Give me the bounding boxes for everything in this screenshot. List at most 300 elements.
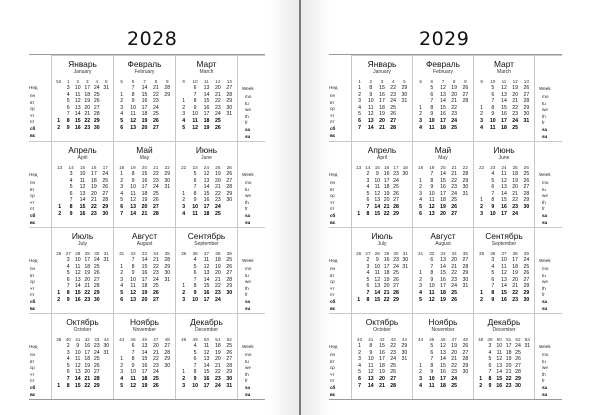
week-column [179, 343, 188, 389]
day-cell: 17 [440, 190, 446, 197]
day-cell: 3 [69, 171, 73, 177]
weekday-name-en: we [245, 193, 251, 199]
month-name-ru: Апрель [367, 145, 397, 155]
weekday-name-en: sa [245, 298, 251, 304]
day-cell: 11 [192, 117, 198, 124]
week-number-label: Нед [29, 85, 38, 90]
day-cell: 23 [512, 296, 519, 303]
week-column [366, 85, 375, 131]
week-column [64, 257, 73, 303]
day-cell [400, 376, 409, 383]
day-cell: 3 [120, 104, 124, 111]
day-cell: 20 [214, 177, 221, 184]
day-cell: 5 [366, 276, 370, 283]
day-cell: 20 [84, 369, 91, 376]
weekday-name: пт [330, 119, 335, 125]
day-cell: 14 [203, 184, 210, 191]
month-name-en: February [432, 69, 453, 75]
day-cell: 22 [451, 177, 458, 184]
week-column [78, 171, 87, 217]
day-cell: 11 [368, 362, 374, 369]
week-column [129, 171, 138, 217]
day-cell [179, 264, 188, 271]
day-cell [354, 204, 363, 211]
day-cell: 16 [141, 177, 148, 184]
week-number: 15 [374, 165, 380, 170]
day-cell: 12 [192, 124, 198, 131]
weekday-name: вс [330, 219, 336, 225]
week-column [202, 257, 211, 303]
weekday-name: пт [30, 206, 35, 212]
weekday-name: вс [330, 305, 336, 311]
week-number: 10 [192, 79, 198, 84]
day-cell [179, 363, 188, 370]
week-number: 24 [501, 165, 507, 170]
month-name-en: February [134, 69, 155, 75]
week-column [391, 171, 400, 217]
day-cell: 8 [69, 203, 73, 210]
day-cell: 6 [66, 276, 70, 283]
weekday-names-ru [30, 180, 35, 226]
day-cell: 17 [141, 184, 148, 191]
day-cell: 20 [451, 257, 458, 263]
day-cell [163, 211, 172, 218]
day-cell: 27 [152, 124, 159, 131]
day-cell: 18 [203, 210, 210, 217]
week-column [401, 171, 410, 217]
day-cell: 11 [75, 91, 81, 98]
day-cell: 26 [226, 349, 233, 356]
week-column [373, 257, 382, 303]
day-cell: 19 [84, 362, 91, 369]
week-number: 48 [478, 337, 484, 342]
day-cell: 21 [451, 171, 458, 177]
day-cell: 4 [120, 375, 124, 382]
day-cell: 17 [203, 382, 210, 389]
day-cell: 8 [491, 104, 495, 111]
day-cell [225, 211, 234, 218]
day-cell [416, 85, 425, 92]
week-number: 51 [215, 337, 221, 342]
day-cell: 30 [164, 362, 171, 369]
month-block [412, 313, 473, 399]
day-cell: 26 [523, 85, 530, 91]
day-cell: 30 [93, 296, 100, 303]
day-cell: 8 [491, 289, 495, 296]
week-number: 7 [441, 79, 445, 84]
weekday-name-en: th [542, 199, 546, 205]
day-cell: 3 [66, 349, 70, 356]
month-name-ru: Март [493, 59, 515, 69]
day-cell [117, 343, 126, 350]
day-cell: 5 [419, 296, 423, 303]
day-cell: 18 [84, 263, 91, 270]
day-cell: 10 [74, 257, 81, 263]
week-column [163, 257, 172, 303]
day-cell: 10 [367, 98, 374, 105]
week-number: 19 [130, 165, 136, 170]
day-cell: 15 [141, 171, 148, 177]
day-cell [354, 191, 363, 198]
day-cell: 7 [131, 85, 135, 91]
day-cell: 7 [193, 362, 197, 369]
english-weekday-column [237, 141, 265, 227]
day-cell: 20 [379, 375, 385, 382]
day-cell: 25 [451, 197, 458, 204]
day-cell: 25 [214, 210, 221, 217]
weekday-label-column [329, 227, 351, 313]
day-cell: 4 [193, 343, 197, 349]
day-cell: 27 [164, 343, 171, 349]
week-column [400, 343, 409, 389]
day-cell: 24 [451, 117, 458, 124]
week-number: 48 [462, 337, 468, 342]
day-cell: 20 [152, 343, 159, 349]
week-numbers-row [474, 161, 534, 170]
day-cell: 27 [462, 349, 469, 356]
day-cell: 13 [501, 184, 507, 191]
day-cell: 15 [74, 289, 81, 296]
day-cell: 9 [488, 382, 492, 389]
day-cell: 10 [192, 111, 198, 118]
week-number: 44 [119, 337, 125, 342]
week-number: 7 [143, 79, 146, 84]
day-cell [461, 297, 470, 304]
day-cell [179, 85, 188, 92]
month-block [175, 55, 237, 141]
english-weekday-column [534, 55, 562, 141]
day-cell: 23 [451, 111, 458, 118]
weekday-name-en: fr [245, 292, 248, 298]
week-column [363, 171, 372, 217]
day-cell [461, 204, 470, 211]
week-column [102, 257, 111, 303]
day-cell: 16 [203, 197, 210, 204]
day-cell: 12 [501, 270, 507, 277]
weekday-name-en: su [542, 133, 548, 139]
day-cell: 11 [429, 197, 435, 204]
day-cell: 9 [193, 197, 197, 204]
weekday-name-en: su [245, 391, 251, 397]
week-number: 31 [418, 251, 424, 256]
weekday-name: ср [30, 193, 35, 199]
day-cell: 24 [393, 177, 399, 184]
day-cell: 8 [131, 171, 135, 177]
day-cell: 23 [90, 210, 97, 217]
week-number: 41 [75, 337, 81, 342]
day-cell: 9 [369, 349, 373, 356]
day-cell: 24 [523, 257, 530, 263]
day-cell: 29 [164, 171, 171, 177]
day-cell: 7 [430, 171, 434, 177]
days-grid [413, 170, 473, 217]
month-name-en: May [438, 155, 448, 161]
month-block [473, 313, 534, 399]
week-label: Week [242, 172, 254, 177]
weekday-name: сб [330, 212, 336, 218]
day-cell: 26 [523, 177, 530, 184]
day-cell: 2 [182, 375, 186, 382]
day-cell: 22 [152, 356, 159, 363]
day-cell: 18 [440, 289, 446, 296]
day-cell [416, 98, 425, 105]
day-cell [476, 363, 485, 370]
week-column [488, 85, 497, 131]
day-cell: 12 [440, 85, 446, 91]
weekday-names-en [245, 352, 251, 398]
day-cell: 16 [79, 210, 86, 217]
day-cell: 2 [58, 210, 62, 217]
english-weekday-column [237, 227, 265, 313]
days-grid [114, 170, 175, 217]
week-number: 27 [65, 251, 71, 256]
day-cell: 2 [182, 197, 186, 204]
month-block [51, 313, 113, 399]
day-cell [179, 178, 188, 185]
day-cell [163, 290, 172, 297]
day-cell: 12 [374, 190, 381, 197]
day-cell [163, 204, 172, 211]
day-cell: 3 [182, 203, 186, 210]
day-cell: 21 [512, 190, 519, 197]
day-cell: 14 [501, 190, 507, 197]
weekday-name-en: sa [245, 384, 251, 390]
day-cell [522, 125, 531, 132]
day-cell: 22 [84, 382, 91, 389]
day-cell: 18 [383, 184, 390, 191]
day-cell: 24 [214, 203, 221, 210]
day-cell [354, 184, 363, 191]
day-cell: 28 [164, 85, 171, 91]
day-cell: 26 [462, 85, 469, 91]
month-name-ru: Ноябрь [428, 317, 458, 327]
day-cell: 6 [358, 375, 362, 382]
day-cell: 19 [214, 349, 221, 356]
day-cell: 23 [214, 375, 221, 382]
weekday-name-en: we [542, 365, 548, 371]
weekday-name: сб [330, 125, 336, 131]
day-cell: 14 [203, 362, 210, 369]
day-cell: 25 [93, 91, 100, 98]
day-cell: 5 [193, 171, 197, 177]
day-cell: 13 [130, 124, 136, 131]
week-column [225, 171, 234, 217]
day-cell: 6 [120, 203, 124, 210]
day-cell: 13 [74, 369, 81, 376]
day-cell: 30 [462, 276, 469, 283]
week-column [213, 171, 222, 217]
day-cell: 18 [84, 356, 91, 363]
day-cell: 21 [214, 91, 221, 98]
day-cell: 18 [90, 177, 97, 184]
day-cell: 18 [440, 197, 446, 204]
day-cell: 1 [419, 270, 423, 277]
week-number: 33 [141, 251, 148, 256]
day-cell: 2 [120, 270, 124, 277]
week-number: 39 [226, 251, 232, 256]
week-column [151, 171, 160, 217]
day-cell: 25 [523, 263, 530, 270]
day-cell: 13 [141, 343, 148, 349]
day-cell: 12 [130, 289, 136, 296]
day-cell: 29 [164, 91, 171, 98]
day-cell: 2 [480, 203, 484, 210]
day-cell [102, 290, 111, 297]
day-cell: 28 [523, 98, 530, 105]
day-cell: 13 [367, 375, 374, 382]
weekday-name-en: sa [542, 212, 548, 218]
weekday-name-en: fr [542, 292, 545, 298]
weekday-name: ср [330, 193, 335, 199]
day-cell: 9 [131, 270, 135, 277]
day-cell: 15 [379, 85, 385, 91]
week-column [377, 343, 386, 389]
day-cell: 29 [93, 289, 100, 296]
day-cell: 16 [141, 98, 148, 105]
month-name-ru: Июнь [493, 145, 515, 155]
month-name-en: August [136, 241, 153, 247]
day-cell: 31 [103, 349, 110, 356]
week-number: 35 [479, 251, 485, 256]
day-cell [163, 197, 172, 204]
day-cell [354, 264, 363, 271]
weekday-name: сб [30, 298, 36, 304]
day-cell: 13 [367, 117, 374, 124]
week-number: 53 [524, 337, 530, 342]
day-cell: 30 [226, 197, 233, 204]
weekday-name: вс [30, 305, 36, 311]
month-name-en: May [139, 155, 150, 161]
week-number: 44 [103, 337, 109, 342]
day-cell: 1 [182, 190, 186, 197]
week-number: 39 [523, 251, 529, 256]
weekday-name: чт [30, 112, 35, 118]
month-name-en: January [373, 69, 391, 75]
day-cell: 31 [164, 276, 171, 283]
week-number: 22 [479, 165, 485, 170]
week-column [499, 171, 508, 217]
day-cell: 5 [120, 117, 124, 124]
day-cell: 17 [383, 177, 390, 184]
day-cell: 16 [501, 296, 507, 303]
week-number: 43 [390, 337, 396, 342]
day-cell: 30 [523, 296, 530, 303]
week-column [499, 85, 508, 131]
day-cell [477, 92, 486, 99]
week-number: 38 [215, 251, 221, 256]
week-column [485, 343, 494, 389]
day-cell: 1 [182, 98, 186, 105]
day-cell: 3 [419, 283, 423, 290]
day-cell: 29 [226, 283, 233, 290]
weekday-name: пн [30, 180, 36, 185]
day-cell: 26 [451, 296, 458, 303]
day-cell: 6 [491, 91, 495, 98]
week-number: 31 [402, 251, 408, 256]
day-cell: 28 [462, 98, 469, 105]
day-cell: 24 [214, 382, 221, 389]
day-cell: 12 [501, 177, 507, 184]
day-cell [354, 283, 363, 290]
weekday-name-en: th [245, 285, 249, 291]
week-column [366, 343, 375, 389]
week-numbers-row [352, 75, 412, 84]
day-cell: 5 [358, 111, 362, 118]
day-cell: 25 [93, 263, 100, 270]
day-cell: 1 [182, 283, 186, 290]
week-column [92, 85, 101, 131]
day-cell: 3 [480, 210, 484, 217]
day-cell [477, 171, 486, 178]
day-cell: 11 [75, 263, 81, 270]
day-cell: 29 [226, 190, 233, 197]
day-cell: 28 [515, 369, 521, 376]
day-cell: 22 [390, 343, 397, 349]
day-cell: 15 [440, 104, 446, 111]
weekday-name: пт [330, 206, 335, 212]
day-cell: 16 [496, 382, 503, 389]
day-cell [102, 98, 111, 105]
day-cell: 20 [141, 124, 148, 131]
day-cell: 15 [440, 362, 446, 369]
day-cell: 4 [69, 177, 73, 184]
day-cell [102, 105, 111, 112]
weekday-name: сб [30, 125, 36, 131]
day-cell: 22 [451, 104, 458, 111]
week-column [129, 85, 138, 131]
weekday-name: чт [330, 371, 335, 377]
day-cell: 23 [214, 197, 221, 204]
day-cell: 29 [93, 117, 100, 124]
day-cell: 23 [512, 203, 519, 210]
week-number: 28 [374, 251, 380, 256]
english-weekday-column [534, 141, 562, 227]
weekday-name: пт [30, 378, 35, 384]
day-cell: 12 [440, 343, 446, 349]
day-cell: 5 [66, 362, 70, 369]
day-cell: 9 [131, 362, 135, 369]
day-cell: 8 [430, 177, 434, 184]
week-number: 5 [120, 79, 123, 84]
day-cell: 21 [84, 375, 91, 382]
day-cell [163, 191, 172, 198]
day-cell [401, 297, 410, 304]
day-cell: 26 [226, 171, 233, 177]
day-cell: 12 [130, 117, 136, 124]
day-cell [354, 270, 363, 277]
week-number: 4 [391, 79, 395, 84]
day-cell: 15 [203, 369, 210, 376]
week-column [117, 171, 126, 217]
weekday-name: ср [330, 279, 335, 285]
day-cell: 2 [182, 289, 186, 296]
day-cell: 31 [164, 184, 171, 191]
day-cell: 18 [141, 375, 148, 382]
month-name-en: March [199, 69, 214, 75]
day-cell [179, 350, 188, 357]
day-cell: 20 [383, 197, 390, 204]
day-cell: 16 [203, 104, 210, 111]
day-cell: 31 [462, 190, 469, 197]
day-cell: 10 [367, 356, 374, 363]
day-cell: 3 [419, 375, 423, 382]
day-cell [461, 376, 470, 383]
day-cell: 7 [66, 111, 70, 118]
day-cell: 14 [74, 111, 81, 118]
day-cell: 6 [131, 343, 135, 349]
weekday-name-en: tu [542, 358, 546, 364]
month-name-ru: Июль [71, 231, 94, 241]
